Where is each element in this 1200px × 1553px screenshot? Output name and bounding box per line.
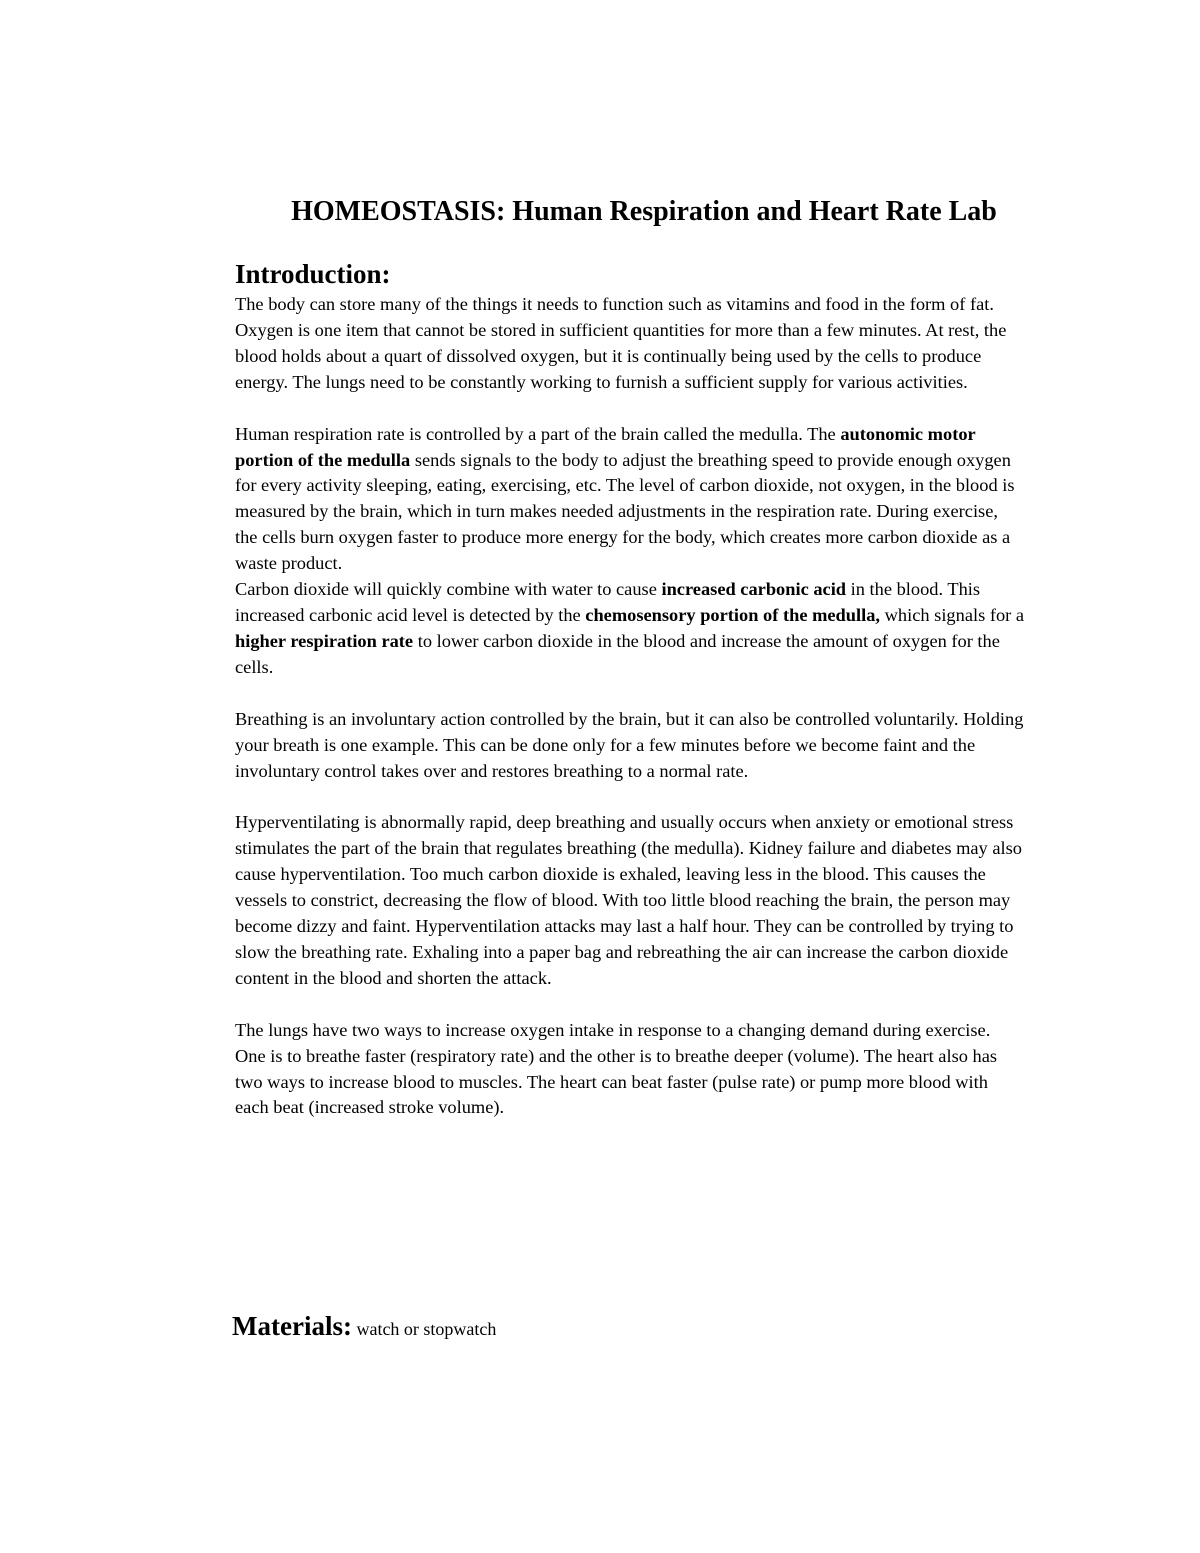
bold-term: chemosensory portion of the medulla, <box>585 604 881 625</box>
introduction-body <box>235 292 1025 1121</box>
paragraph-exercise-response: The lungs have two ways to increase oxygen intake in response to a changing demand during exercise. One is to breathe faster (respiratory rate) and the other is to breathe deeper (volume). The heart also has two ways to increase blood to muscles. The heart can beat faster (pulse rate) or pump more blood with each beat (increased stroke volume). <box>235 1019 998 1118</box>
paragraph-text: in the blood. This increased carbonic acid level is detected by the <box>235 579 981 625</box>
materials-label: Materials: <box>232 1311 352 1341</box>
introduction-heading: Introduction: <box>235 259 391 289</box>
materials-value: watch or stopwatch <box>356 1319 497 1339</box>
bold-term: autonomic motor portion of the medulla <box>235 423 976 470</box>
paragraph-text: Human respiration rate is controlled by a part of the brain called the medulla. The <box>235 423 841 444</box>
paragraph-text: Carbon dioxide will quickly combine with water to cause <box>235 579 662 600</box>
paragraph-carbonic-acid <box>235 577 1025 681</box>
document-title: HOMEOSTASIS: Human Respiration and Heart Rate Lab <box>291 196 997 227</box>
bold-term: increased carbonic acid <box>661 579 847 600</box>
paragraph-respiration-control <box>235 422 1025 577</box>
paragraph-text: to lower carbon dioxide in the blood and increase the amount of oxygen for the cells. <box>235 630 1000 677</box>
paragraph-text: which signals for a <box>880 604 1025 625</box>
paragraph-voluntary-breathing: Breathing is an involuntary action controlled by the brain, but it can also be controlled voluntarily. Holding your breath is one example. This can be done only for a few minutes before we become faint and the involuntary control takes over and restores breathing to a normal rate. <box>235 708 1024 781</box>
materials-line <box>232 1310 496 1345</box>
paragraph-hyperventilation: Hyperventilating is abnormally rapid, deep breathing and usually occurs when anxiety or emotional stress stimulates the part of the brain that regulates breathing (the medulla). Kidney failure and diabetes may also cause hyperventilation. Too much carbon dioxide is exhaled, leaving less in the blood. This causes the vessels to constrict, decreasing the flow of blood. With too little blood reaching the brain, the person may become dizzy and faint. Hyperventilation attacks may last a half hour. They can be controlled by trying to slow the breathing rate. Exhaling into a paper bag and rebreathing the air can increase the carbon dioxide content in the blood and shorten the attack. <box>235 812 1022 988</box>
paragraph-oxygen-storage: The body can store many of the things it needs to function such as vitamins and food in the form of fat. Oxygen is one item that cannot be stored in sufficient quantities for more than a few minutes. At rest, the blood holds about a quart of dissolved oxygen, but it is continually being used by the cells to produce energy. The lungs need to be constantly working to furnish a sufficient supply for various activities. <box>235 294 1007 392</box>
paragraph-text: sends signals to the body to adjust the breathing speed to provide enough oxygen for every activity sleeping, eating, exercising, etc. The level of carbon dioxide, not oxygen, in the blood is measured by the brain, which in turn makes needed adjustments in the respiration rate. During exercise, the cells burn oxygen faster to produce more energy for the body, which creates more carbon dioxide as a waste product. <box>235 449 1015 574</box>
bold-term: higher respiration rate <box>235 630 414 651</box>
